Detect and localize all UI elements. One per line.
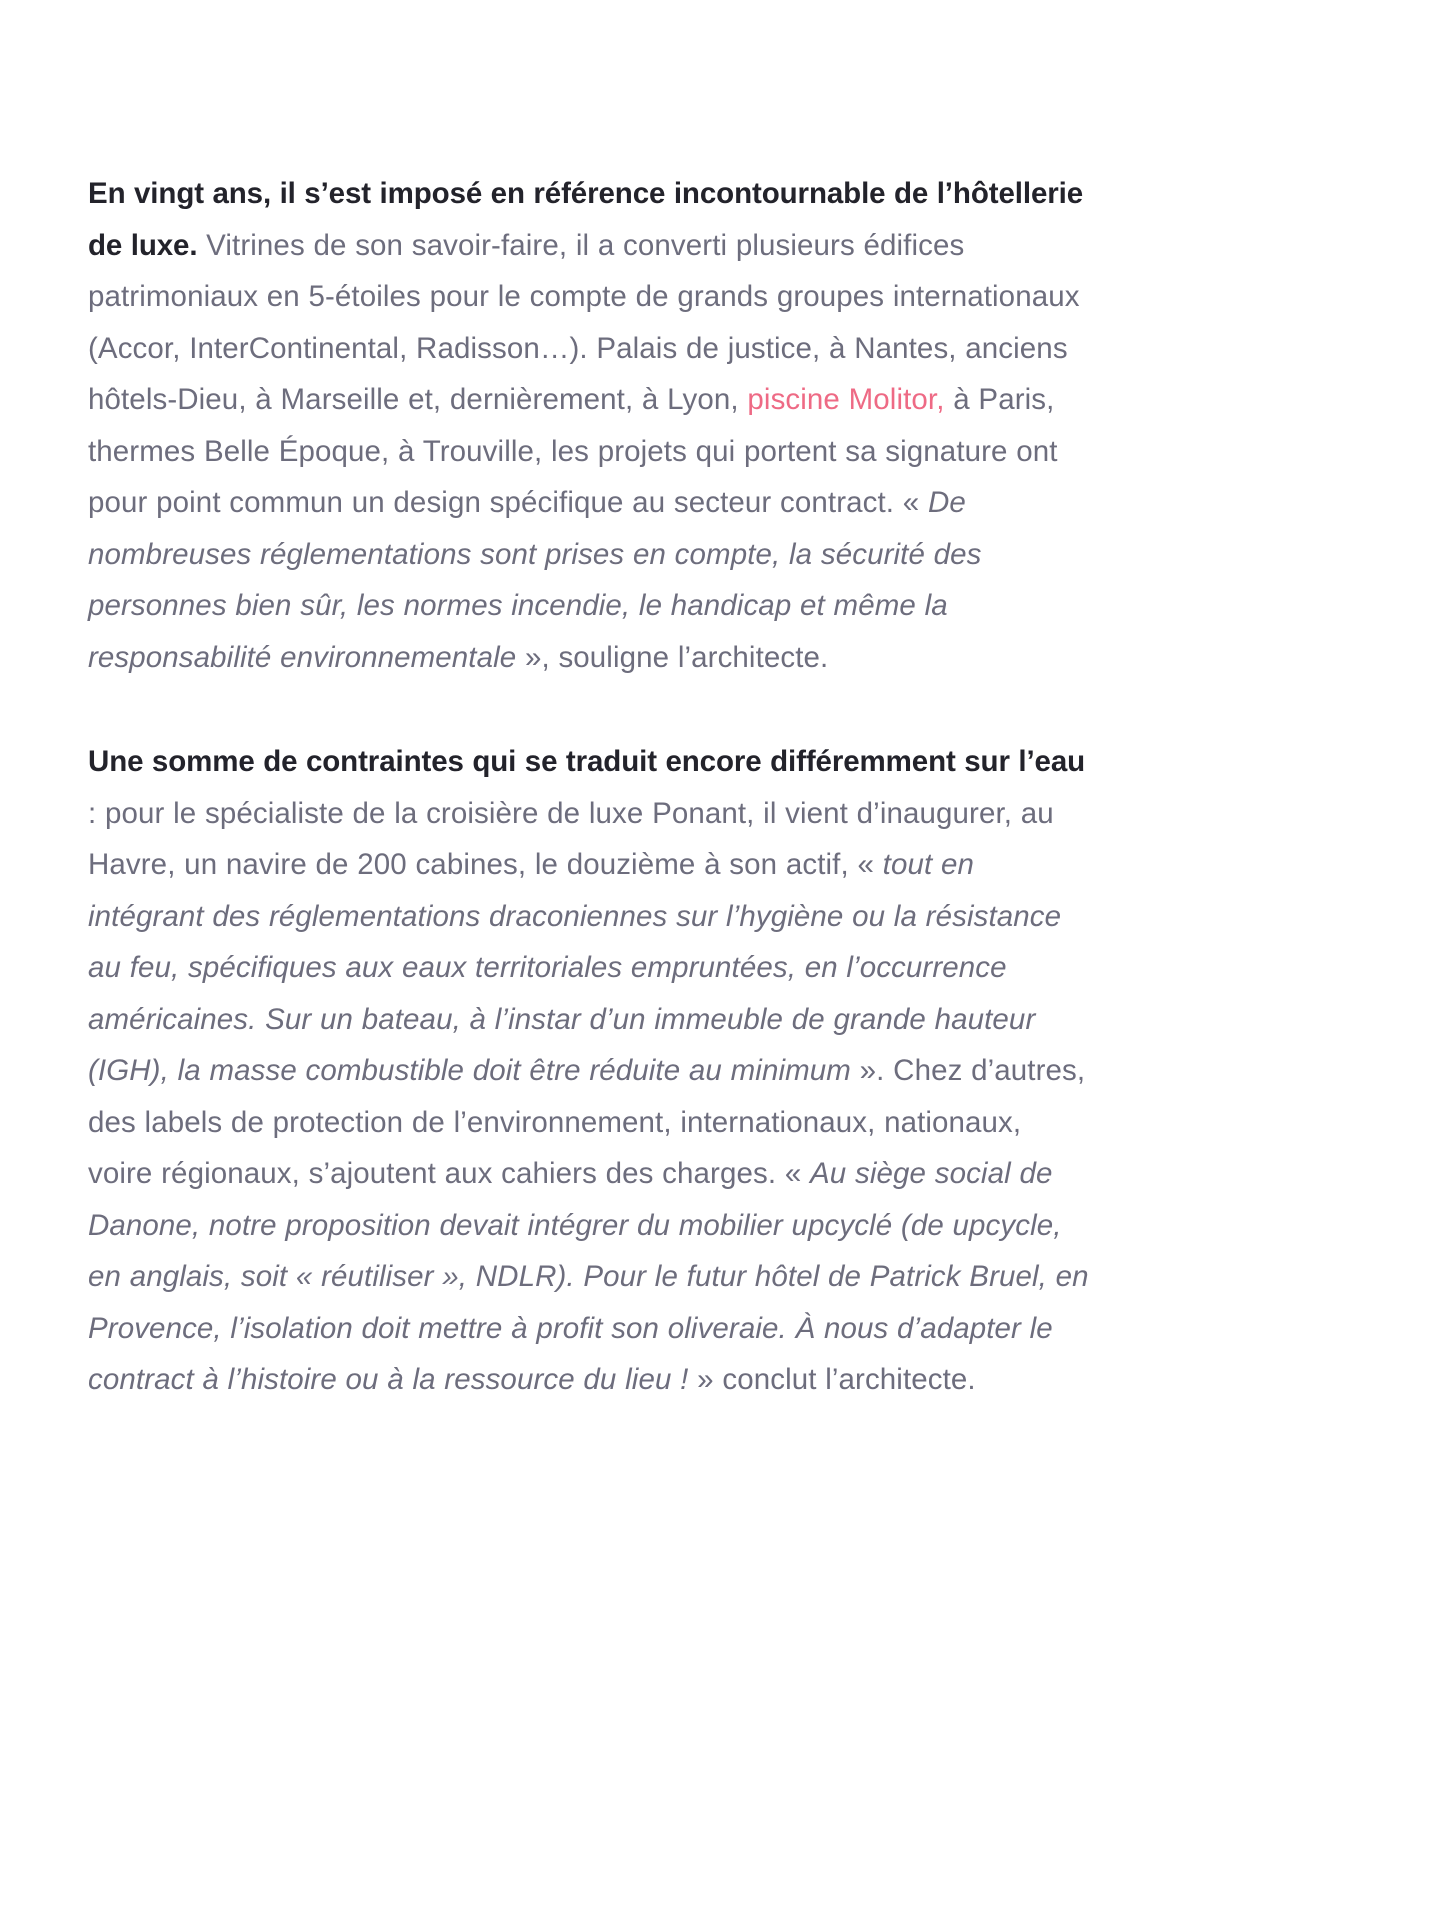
paragraph-2 <box>88 736 1094 1406</box>
paragraph-2-text-1: : pour le spécialiste de la croisière de luxe Ponant, il vient d’inaugurer, au Havre, un navire de 200 cabines, le douzième à son actif, « <box>88 796 1054 881</box>
paragraph-2-text-2: ». Chez d’autres, des labels de protection de l’environnement, internationaux, nationaux, voire régionaux, s’ajoutent aux cahiers des charges. « <box>88 1054 1086 1190</box>
paragraph-2-quote-1: tout en intégrant des réglementations draconiennes sur l’hygiène ou la résistance au feu, spécifiques aux eaux territoriales empruntées, en l’occurrence américaines. Sur un bateau, à l’instar d’un immeuble de grande hauteur (IGH), la masse combustible doit être réduite au minimum <box>88 848 1062 1087</box>
paragraph-2-quote-2: Au siège social de Danone, notre proposition devait intégrer du mobilier upcyclé (de upcycle, en anglais, soit « réutiliser », NDLR). Pour le futur hôtel de Patrick Bruel, en Provence, l’isolation doit mettre à profit son oliveraie. À nous d’adapter le contract à l’histoire ou à la ressource du lieu ! <box>88 1157 1089 1396</box>
paragraph-1-text-1: Vitrines de son savoir-faire, il a converti plusieurs édifices patrimoniaux en 5-étoiles pour le compte de grands groupes internationaux (Accor, InterContinental, Radisson…). Palais de justice, à Nantes, anciens hôtels-Dieu, à Marseille et, dernièrement, à Lyon, <box>88 228 1080 416</box>
paragraph-1 <box>88 168 1094 683</box>
paragraph-1-text-2: à Paris, thermes Belle Époque, à Trouville, les projets qui portent sa signature ont pour point commun un design spécifique au secteur contract. « <box>88 383 1058 519</box>
piscine-molitor-link[interactable]: piscine Molitor, <box>747 383 945 416</box>
paragraph-1-quote-1: De nombreuses réglementations sont prises en compte, la sécurité des personnes bien sûr, les normes incendie, le handicap et même la responsabilité environnementale <box>88 486 982 674</box>
paragraph-2-text-3: » conclut l’architecte. <box>688 1363 976 1396</box>
article-body <box>88 168 1094 1406</box>
paragraph-2-lead: Une somme de contraintes qui se traduit encore différemment sur l’eau <box>88 745 1086 778</box>
paragraph-1-text-3: », souligne l’architecte. <box>516 640 829 674</box>
paragraph-1-lead: En vingt ans, il s’est imposé en référence incontournable de l’hôtellerie de luxe. <box>88 177 1084 262</box>
